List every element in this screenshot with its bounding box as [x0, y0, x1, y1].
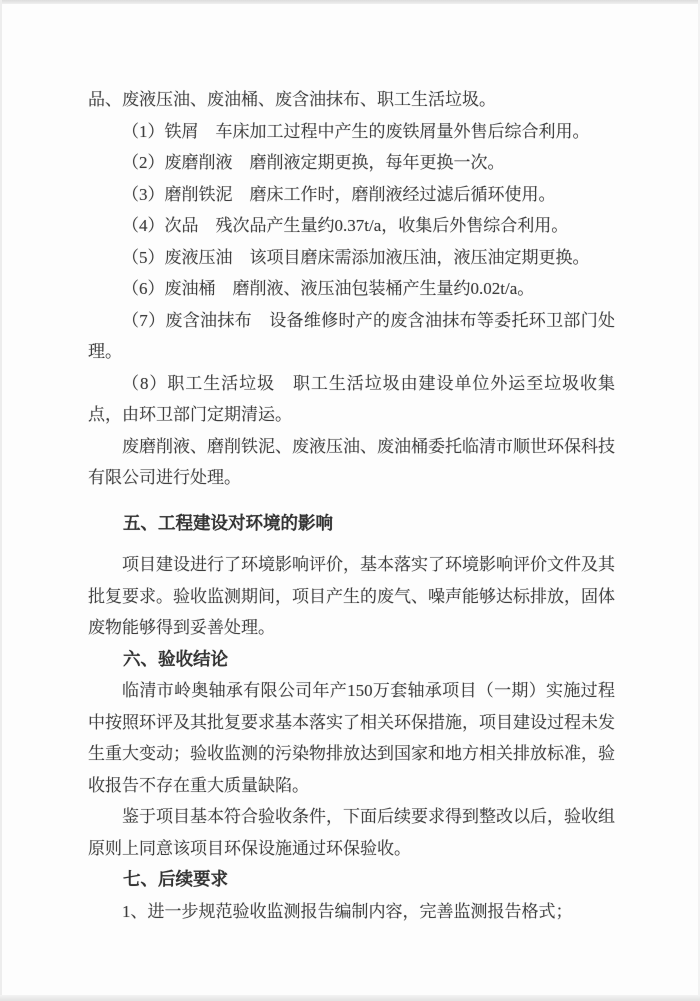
paragraph-continuation: 品、废液压油、废油桶、废含油抹布、职工生活垃圾。	[88, 90, 496, 109]
list-item-5: （5）废液压油 该项目磨床需添加液压油，液压油定期更换。	[122, 247, 590, 267]
section-heading-6: 六、验收结论	[123, 648, 228, 669]
paragraph-section5: 项目建设进行了环境影响评价，基本落实了环境影响评价文件及其批复要求。验收监测期间，项目产生的废气、噪声能够达标排放，固体废物能够得到妥善处理。	[88, 555, 615, 637]
scan-edge-left	[0, 0, 2, 1001]
list-item-2: （2）废磨削液 磨削液定期更换，每年更换一次。	[122, 153, 505, 172]
list-item-4: （4）次品 残次品产生量约0.37t/a，收集后外售综合利用。	[122, 216, 569, 235]
document-body	[88, 84, 615, 927]
list-item-8: （8）职工生活垃圾 职工生活垃圾由建设单位外运至垃圾收集点，由环卫部门定期清运。	[88, 373, 615, 424]
paragraph-section7-item1: 1、进一步规范验收监测报告编制内容，完善监测报告格式；	[122, 901, 573, 921]
section-heading-5: 五、工程建设对环境的影响	[123, 512, 333, 533]
list-item-7: （7）废含油抹布 设备维修时产的废含油抹布等委托环卫部门处理。	[88, 310, 615, 361]
list-item-1: （1）铁屑 车床加工过程中产生的废铁屑量外售后综合利用。	[122, 121, 590, 141]
list-item-3: （3）磨削铁泥 磨床工作时，磨削液经过滤后循环使用。	[122, 184, 556, 204]
scan-edge-top	[0, 0, 700, 4]
section-heading-7: 七、后续要求	[123, 869, 228, 889]
paragraph-disposal: 废磨削液、磨削铁泥、废液压油、废油桶委托临清市顺世环保科技有限公司进行处理。	[88, 436, 615, 487]
paragraph-section6-1: 临清市岭奥轴承有限公司年产150万套轴承项目（一期）实施过程中按照环评及其批复要求基本落实了相关环保措施，项目建设过程未发生重大变动；验收监测的污染物排放达到国家和地方相关排放标准，验收报告不存在重大质量缺陷。	[88, 681, 615, 795]
scan-edge-bottom	[0, 995, 700, 1001]
list-item-6: （6）废油桶 磨削液、液压油包装桶产生量约0.02t/a。	[122, 279, 535, 298]
paragraph-section6-2: 鉴于项目基本符合验收条件，下面后续要求得到整改以后，验收组原则上同意该项目环保设施通过环保验收。	[88, 807, 615, 858]
